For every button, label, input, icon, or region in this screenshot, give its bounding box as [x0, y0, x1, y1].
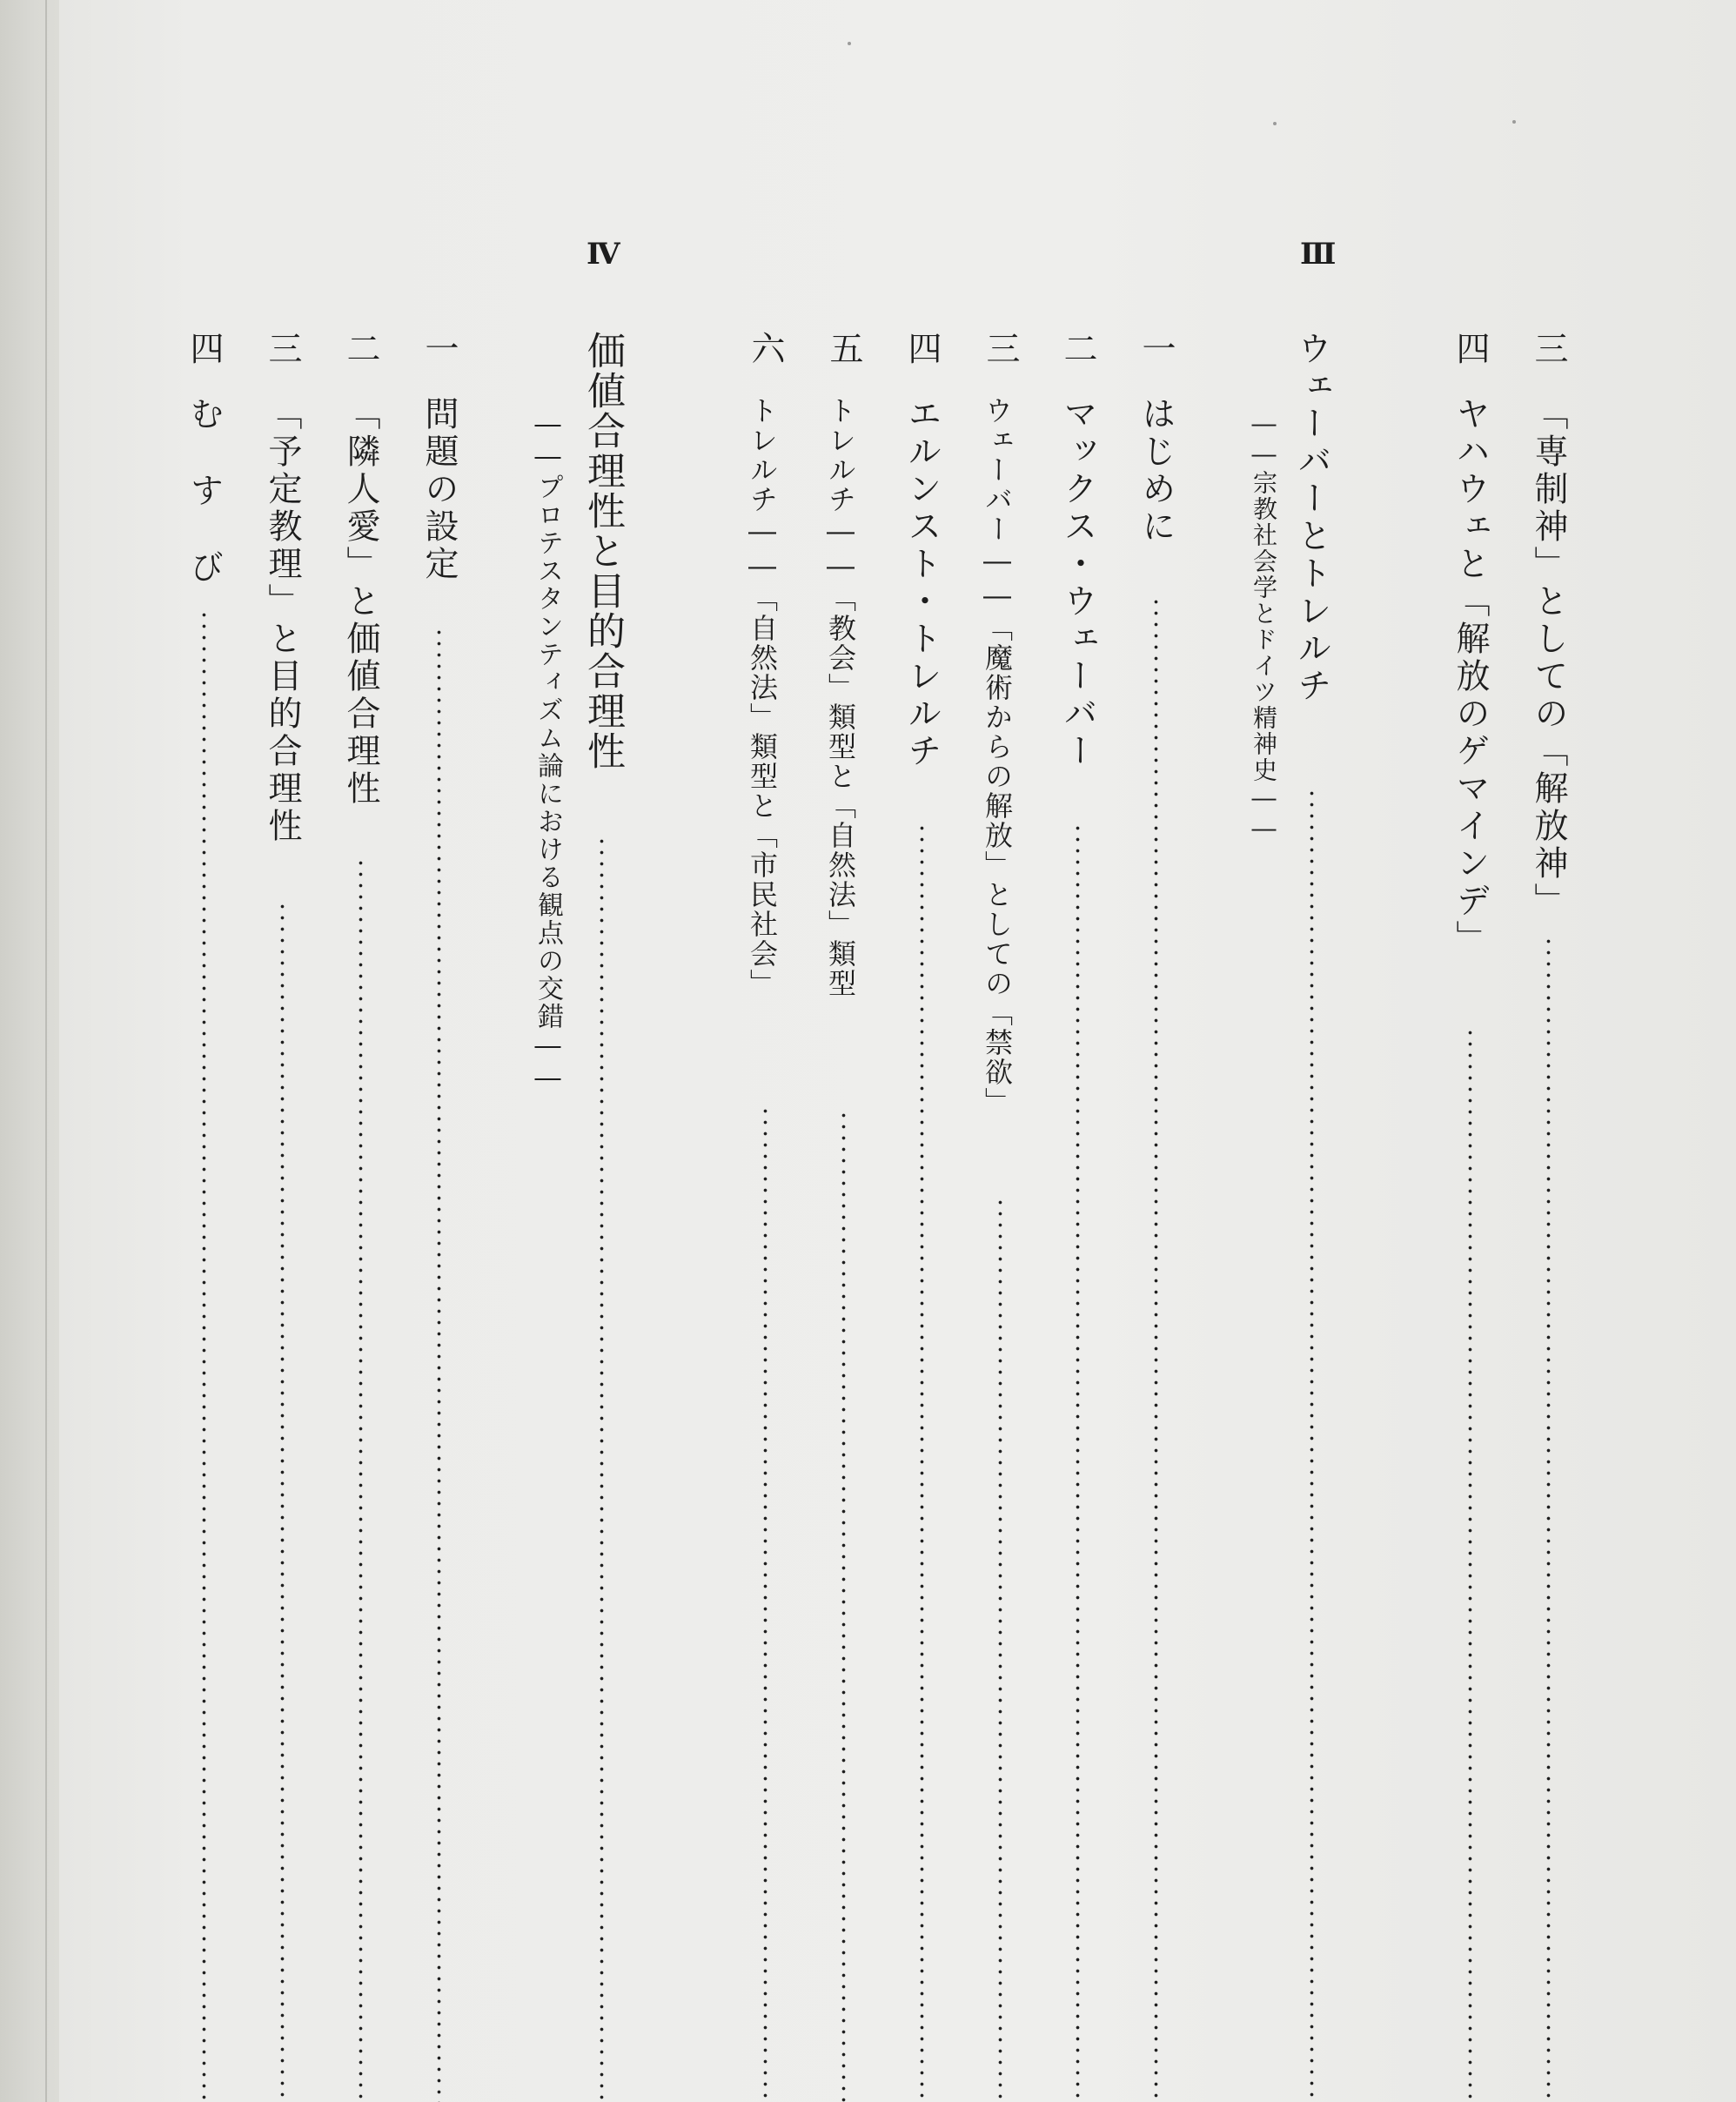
book-page — [59, 0, 1736, 2102]
dot-leader — [1154, 596, 1158, 2102]
section-title: 問題の設定 — [419, 396, 459, 583]
dot-leader — [1468, 1027, 1472, 2102]
part-numeral: Ⅳ — [586, 237, 614, 272]
section-title: む す び — [184, 396, 224, 585]
section-number: 一 — [419, 331, 459, 365]
section-title: ウェーバー――「魔術からの解放」としての「禁欲」 — [981, 396, 1014, 1117]
section-title: マックス・ウェーバー — [1058, 396, 1097, 770]
section-title: トレルチ――「自然法」類型と「市民社会」 — [746, 396, 779, 998]
section-title: はじめに — [1136, 396, 1176, 546]
dot-leader — [1076, 823, 1080, 2102]
dot-leader — [600, 836, 604, 2102]
dot-leader — [998, 1197, 1002, 2102]
section-number: 五 — [824, 331, 863, 365]
section-number: 一 — [1136, 331, 1176, 365]
dot-leader — [437, 627, 441, 2102]
dot-leader — [920, 823, 924, 2102]
section-number: 二 — [341, 331, 380, 365]
section-number: 三 — [981, 331, 1020, 365]
section-title: ヤハウェと「解放のゲマインデ」 — [1451, 396, 1490, 957]
section-number: 二 — [1058, 331, 1097, 365]
dot-leader — [841, 1110, 846, 2102]
section-title: 「隣人愛」と価値合理性 — [341, 396, 380, 808]
section-number: 三 — [1529, 331, 1568, 365]
dot-leader — [280, 901, 285, 2102]
part-title: ウェーバーとトレルチ — [1292, 331, 1331, 705]
section-title: エルンスト・トレルチ — [902, 396, 942, 770]
section-number: 四 — [902, 331, 942, 365]
part-subtitle: ――宗教社会学とドイツ精神史―― — [1250, 409, 1278, 844]
page-gutter — [0, 0, 59, 2102]
part-subtitle: ――プロテスタンティズム論における観点の交錯―― — [533, 409, 563, 1095]
section-number: 三 — [263, 331, 302, 365]
dot-leader — [202, 609, 206, 2102]
section-number: 四 — [184, 331, 224, 365]
dot-leader — [359, 857, 363, 2102]
section-number: 六 — [746, 331, 785, 365]
dot-leader — [1546, 936, 1551, 2102]
dot-leader — [763, 1105, 767, 2102]
dot-leader — [1310, 788, 1314, 2102]
section-title: 「予定教理」と目的合理性 — [263, 396, 302, 845]
section-title: 「専制神」としての「解放神」 — [1529, 396, 1568, 920]
part-numeral: Ⅲ — [1300, 237, 1330, 272]
section-number: 四 — [1451, 331, 1490, 365]
section-title: トレルチ――「教会」類型と「自然法」類型 — [824, 396, 857, 998]
part-title: 価値合理性と目的合理性 — [580, 331, 625, 771]
